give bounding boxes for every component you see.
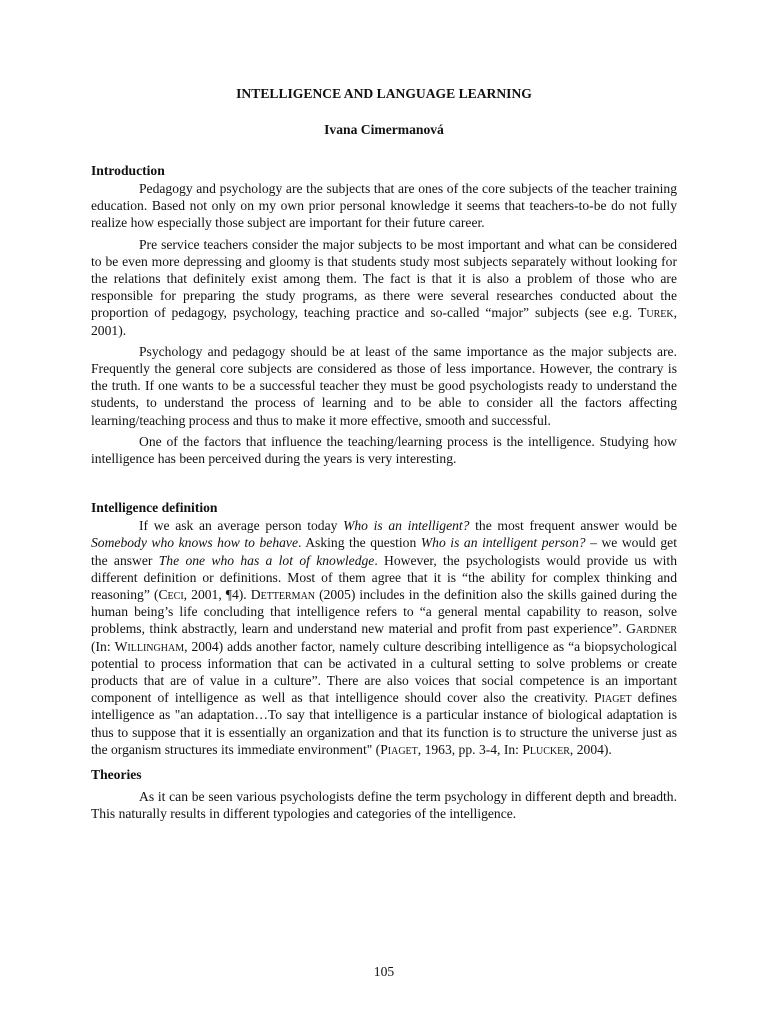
page-content — [91, 84, 677, 823]
def-text-5: . However, the psychologists would provide us with different definition or definitions. Most of them agree that it is “the ability for complex thinking and reasoning” ( — [91, 552, 677, 603]
intro-paragraph-4: One of the factors that influence the teaching/learning process is the intelligence. Studying how intelligence has been perceived during the years is very interesting. — [91, 433, 677, 467]
citation-detterman: Detterman — [250, 587, 316, 603]
intro-p2-text-b: , 2001). — [91, 305, 677, 338]
def-italic-3: Who is an intelligent person? — [420, 535, 586, 551]
def-text-1: If we ask an average person today — [139, 518, 344, 534]
heading-theories: Theories — [91, 767, 142, 783]
def-text-2: the most frequent answer would be — [469, 518, 677, 534]
citation-gardner: Gardner — [626, 621, 677, 637]
intro-paragraph-2 — [91, 236, 677, 339]
def-italic-2: Somebody who knows how to behave — [91, 535, 299, 551]
def-italic-4: The one who has a lot of knowledge — [158, 552, 375, 568]
definition-paragraph — [91, 517, 677, 758]
heading-intelligence-definition: Intelligence definition — [91, 500, 218, 516]
def-text-9: , 2004) adds another factor, namely culture describing intelligence as “a biopsychological potential to process information that can be activated in a cultural setting to solve problems or create products that are of value in a culture”. There are also voices that social competence is an important component of intelligence as well as that intelligence should cover also the creativity. — [91, 638, 677, 706]
paper-title: INTELLIGENCE AND LANGUAGE LEARNING — [236, 86, 532, 101]
intro-paragraph-3: Psychology and pedagogy should be at least of the same importance as the major subjects are. Frequently the general core subjects are considered as those of less importance. However, the contrary is the truth. If one wants to be a successful teacher they must be good psychologists ready to understand the students, to understand the process of learning and to be able to consider all the factors affecting learning/teaching process and thus to make it more effective, smooth and successful. — [91, 343, 677, 428]
def-text-6: , 2001, ¶4). — [183, 587, 251, 603]
page-number: 105 — [373, 964, 395, 979]
citation-ceci: Ceci — [158, 587, 184, 603]
intro-paragraph-1: Pedagogy and psychology are the subjects that are ones of the core subjects of the teacher training education. Based not only on my own prior personal knowledge it seems that teachers-to-be do not fully realize how especially those subject are important for their future career. — [91, 181, 677, 231]
def-text-3: . Asking the question — [298, 535, 421, 551]
citation-plucker: Plucker — [522, 741, 570, 757]
def-text-4: – we would get the answer — [91, 535, 677, 568]
citation-willingham: Willingham — [114, 638, 185, 654]
citation-turek: Turek — [638, 305, 674, 321]
def-italic-1: Who is an intelligent? — [343, 518, 470, 534]
citation-piaget: Piaget — [594, 690, 632, 706]
def-text-8: (In: — [91, 638, 115, 654]
def-text-10: defines intelligence as "an adaptation…To say that intelligence is a particular instance of biological adaptation is thus to suppose that it is essentially an organization and that its function is to structure the universe just as the organism structures its immediate environment" ( — [91, 690, 677, 757]
def-text-11: , 1963, pp. 3-4, In: — [417, 741, 523, 757]
heading-introduction: Introduction — [91, 163, 165, 178]
theories-paragraph: As it can be seen various psychologists define the term psychology in different depth and breadth. This naturally results in different typologies and categories of the intelligence. — [91, 789, 677, 822]
def-text-7: (2005) includes in the definition also the skills gained during the human being’s life concluding that intelligence refers to “a general mental capability to reason, solve problems, think abstractly, learn and understand new material and profit from past experience”. — [91, 587, 677, 637]
author-name: Ivana Cimermanová — [324, 122, 444, 137]
citation-piaget-2: Piaget — [380, 741, 418, 757]
intro-p2-text-a: Pre service teachers consider the major subjects to be most important and what can be considered to be even more depressing and gloomy is that students study most subjects separately without looking for the relations that definitely exist among them. The fact is that it is also a problem of those who are responsible for preparing the study programs, as there were several researches conducted about the proportion of pedagogy, psychology, teaching practice and so-called “major” subjects (see e.g. — [91, 236, 677, 321]
def-text-12: , 2004). — [569, 741, 612, 757]
